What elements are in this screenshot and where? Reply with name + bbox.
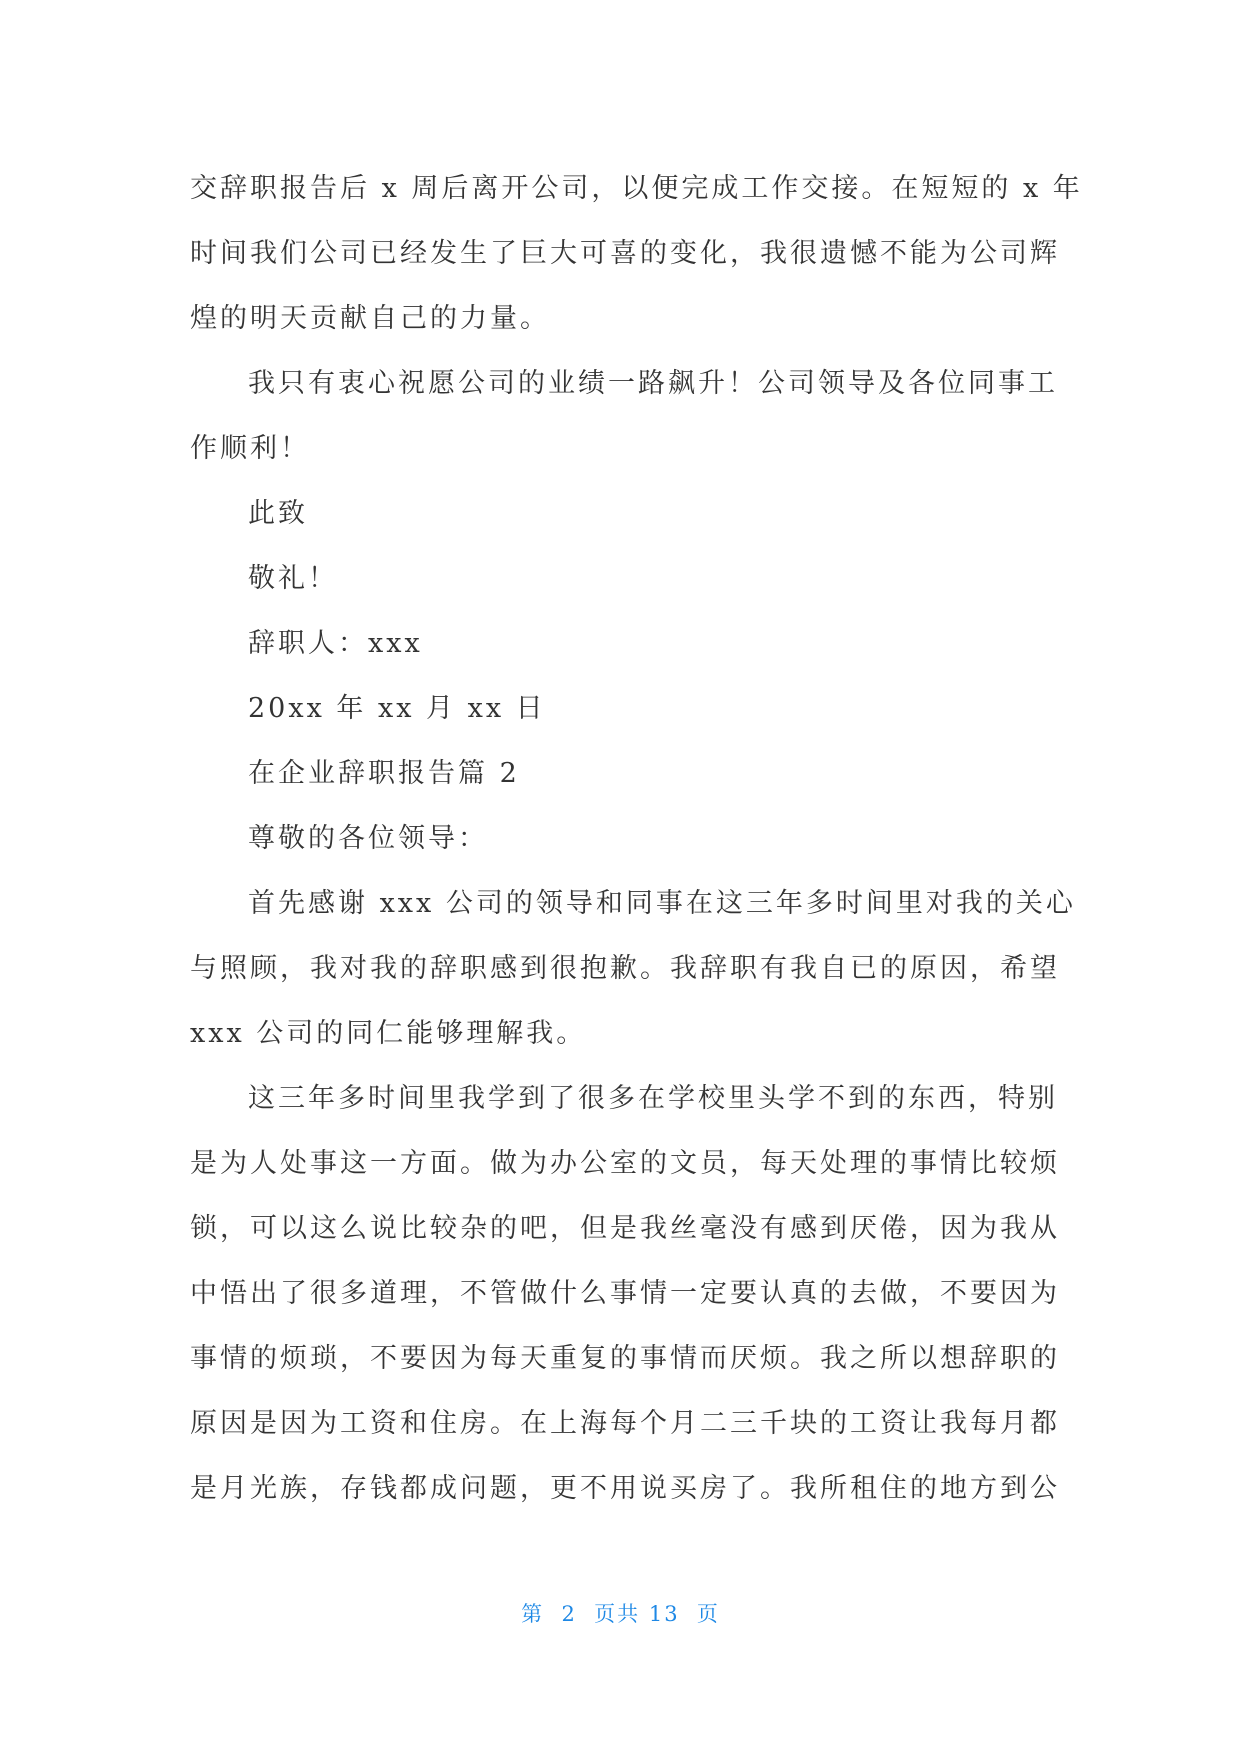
closing-regards: 敬礼！: [248, 563, 338, 594]
text-line: 首先感谢 xxx 公司的领导和同事在这三年多时间里对我的关心: [248, 888, 1076, 919]
text-line: 原因是因为工资和住房。在上海每个月二三千块的工资让我每月都: [190, 1408, 1060, 1439]
page-number-footer: 第 2 页共 13 页: [521, 1602, 720, 1626]
date-line: 20xx 年 xx 月 xx 日: [248, 693, 546, 724]
text-line: xxx 公司的同仁能够理解我。: [190, 1018, 587, 1049]
text-line: 事情的烦琐，不要因为每天重复的事情而厌烦。我之所以想辞职的: [190, 1343, 1060, 1374]
text-line: 锁，可以这么说比较杂的吧，但是我丝毫没有感到厌倦，因为我从: [190, 1213, 1060, 1244]
greeting-line: 尊敬的各位领导：: [248, 823, 488, 854]
text-line: 是月光族，存钱都成问题，更不用说买房了。我所租住的地方到公: [190, 1473, 1060, 1504]
document-body: [190, 156, 1083, 1521]
section-heading: 在企业辞职报告篇 2: [248, 758, 520, 789]
text-line: 我只有衷心祝愿公司的业绩一路飙升！公司领导及各位同事工: [248, 368, 1058, 399]
text-line: 交辞职报告后 x 周后离开公司，以便完成工作交接。在短短的 x 年: [190, 173, 1083, 204]
text-line: 中悟出了很多道理，不管做什么事情一定要认真的去做，不要因为: [190, 1278, 1060, 1309]
closing-salutation: 此致: [248, 498, 308, 529]
text-line: 时间我们公司已经发生了巨大可喜的变化，我很遗憾不能为公司辉: [190, 238, 1060, 269]
text-line: 是为人处事这一方面。做为办公室的文员，每天处理的事情比较烦: [190, 1148, 1060, 1179]
text-line: 与照顾，我对我的辞职感到很抱歉。我辞职有我自已的原因，希望: [190, 953, 1060, 984]
text-line: 这三年多时间里我学到了很多在学校里头学不到的东西，特别: [248, 1083, 1058, 1114]
signature-line: 辞职人：xxx: [248, 628, 423, 659]
text-line: 作顺利！: [190, 433, 310, 464]
text-line: 煌的明天贡献自己的力量。: [190, 303, 550, 334]
